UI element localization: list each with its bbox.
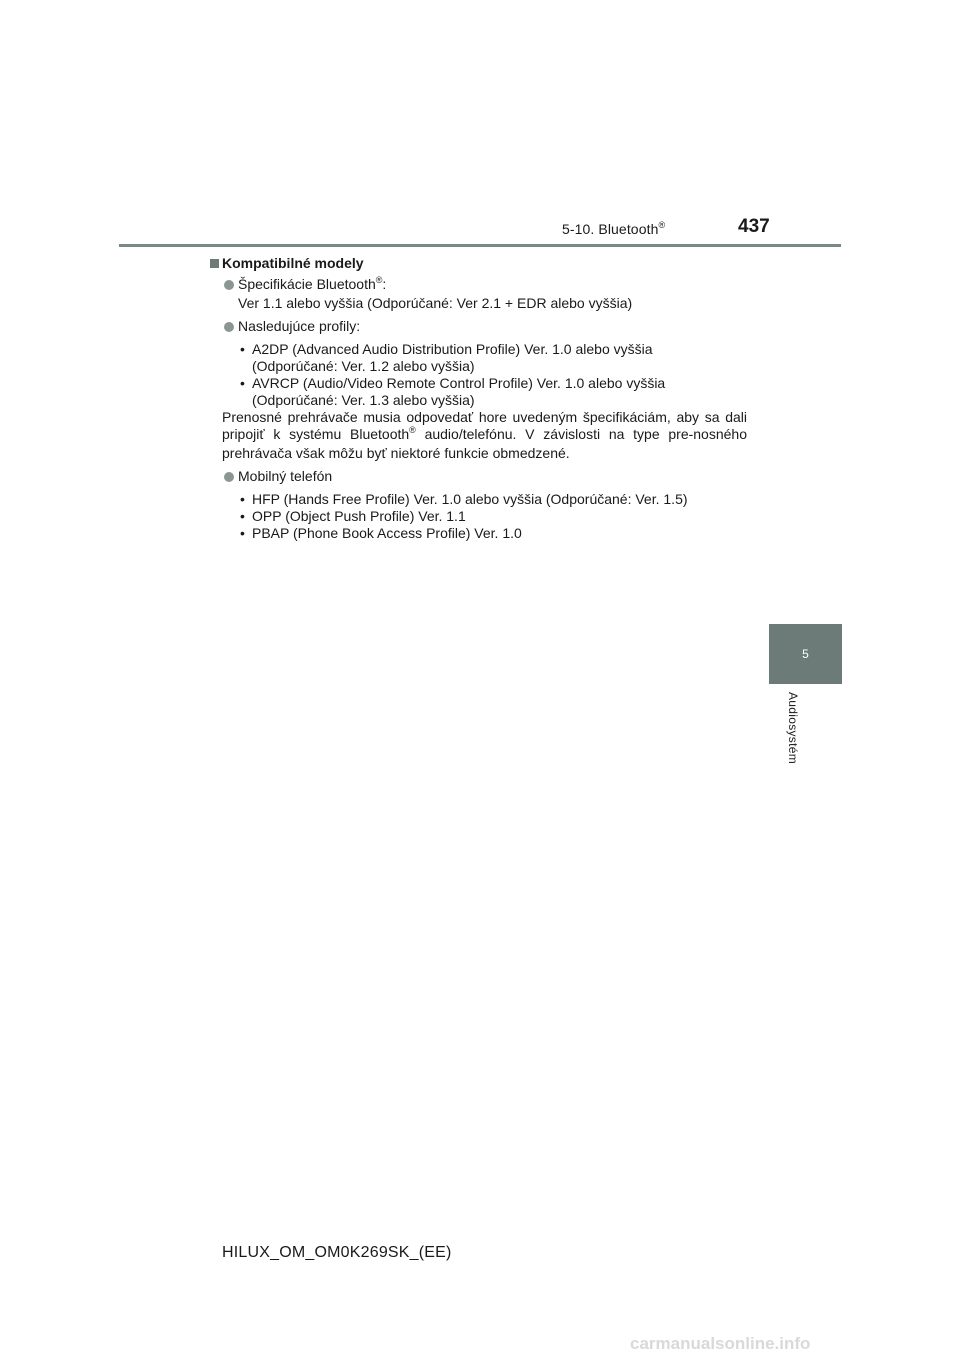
header-rule: [119, 244, 841, 247]
chapter-tab-label: Audiosystém: [786, 692, 800, 764]
chapter-tab-number: 5: [802, 647, 809, 661]
registered-mark: ®: [409, 425, 416, 435]
sub-list-item: • OPP (Object Push Profile) Ver. 1.1: [238, 508, 747, 525]
sub-item-text: A2DP (Advanced Audio Distribution Profile) Ver. 1.0 alebo vyššia: [252, 341, 653, 357]
circle-bullet-icon: [224, 472, 234, 482]
sub-item-text: OPP (Object Push Profile) Ver. 1.1: [252, 508, 466, 524]
watermark: carmanualsonline.info: [630, 1334, 811, 1353]
sub-list-item: • A2DP (Advanced Audio Distribution Profile) Ver. 1.0 alebo vyššia (Odporúčané: Ver. 1.2 alebo vyššia): [238, 341, 747, 375]
sub-item-text: HFP (Hands Free Profile) Ver. 1.0 alebo vyššia (Odporúčané: Ver. 1.5): [252, 491, 688, 507]
section-title: [222, 255, 747, 272]
sub-item-text: PBAP (Phone Book Access Profile) Ver. 1.0: [252, 525, 522, 541]
chapter-heading: [562, 221, 665, 237]
bullet-detail: Ver 1.1 alebo vyššia (Odporúčané: Ver 2.1 + EDR alebo vyššia): [238, 295, 633, 311]
list-item: [222, 318, 747, 335]
list-item: [222, 468, 747, 485]
sub-list-item: • PBAP (Phone Book Access Profile) Ver. 1.0: [238, 525, 747, 542]
bullet-text: Nasledujúce profily:: [238, 318, 361, 334]
profile-list: [222, 341, 747, 409]
paragraph-text-end: audio/telefónu. V závislosti na type pre-nosného prehrávača však môžu byť niektoré funkcie obmedzené.: [222, 426, 747, 461]
sub-list-item: • AVRCP (Audio/Video Remote Control Profile) Ver. 1.0 alebo vyššia (Odporúčané: Ver. 1.3 alebo vyššia): [238, 375, 747, 409]
circle-bullet-icon: [224, 280, 234, 290]
bullet-text: Mobilný telefón: [238, 468, 333, 484]
sub-item-detail: (Odporúčané: Ver. 1.3 alebo vyššia): [252, 392, 475, 408]
circle-bullet-icon: [224, 322, 234, 332]
section-title-text: Kompatibilné modely: [222, 255, 364, 271]
sub-item-text: AVRCP (Audio/Video Remote Control Profile) Ver. 1.0 alebo vyššia: [252, 375, 666, 391]
paragraph: [222, 409, 747, 462]
phone-profile-list: [222, 491, 747, 542]
square-bullet-icon: [210, 259, 219, 268]
main-content: [222, 255, 747, 542]
paragraph-text: Prenosné prehrávače musia odpovedať hore uvedeným špecifikáciám, aby sa dali pripojiť k systému Bluetooth: [222, 409, 747, 442]
sub-item-detail: (Odporúčané: Ver. 1.2 alebo vyššia): [252, 358, 475, 374]
registered-mark: ®: [658, 220, 666, 230]
bullet-text-end: :: [382, 276, 387, 292]
sub-list-item: • HFP (Hands Free Profile) Ver. 1.0 alebo vyššia (Odporúčané: Ver. 1.5): [238, 491, 747, 508]
list-item: [222, 276, 747, 312]
page-number: 437: [738, 216, 770, 237]
chapter-title: 5-10. Bluetooth: [562, 221, 659, 237]
registered-mark: ®: [375, 275, 383, 285]
document-code: HILUX_OM_OM0K269SK_(EE): [222, 1244, 452, 1261]
chapter-tab: [769, 624, 842, 684]
bullet-text: Špecifikácie Bluetooth: [238, 276, 376, 292]
